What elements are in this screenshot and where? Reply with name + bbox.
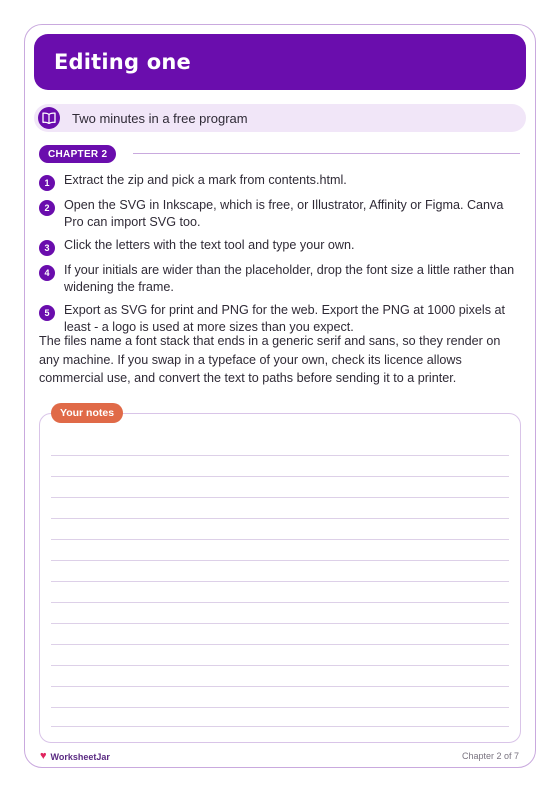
- step-text: Click the letters with the text tool and type your own.: [64, 238, 355, 252]
- step-number: 3: [39, 240, 55, 256]
- step-number: 2: [39, 200, 55, 216]
- book-icon: [38, 107, 60, 129]
- heart-icon: ♥: [40, 750, 47, 762]
- footer-brand: [40, 751, 110, 762]
- note-line: [51, 581, 509, 582]
- chapter-badge: CHAPTER 2: [39, 145, 116, 163]
- note-line: [51, 455, 509, 456]
- step-item: [39, 302, 523, 336]
- note-line: [51, 518, 509, 519]
- body-paragraph: The files name a font stack that ends in a generic serif and sans, so they render on any machine. If you swap in a typeface of your own, check its licence allows commercial use, and convert the text to paths before sending it to a printer.: [39, 334, 501, 385]
- step-number: 4: [39, 265, 55, 281]
- page-title: Editing one: [54, 50, 191, 74]
- step-item: [39, 197, 523, 231]
- note-line: [51, 539, 509, 540]
- note-line: [51, 665, 509, 666]
- title-banner: [34, 34, 526, 90]
- notes-label: Your notes: [51, 403, 123, 423]
- step-item: [39, 172, 523, 191]
- step-text: Extract the zip and pick a mark from contents.html.: [64, 173, 347, 187]
- note-line: [51, 623, 509, 624]
- note-line: [51, 726, 509, 727]
- page-indicator: Chapter 2 of 7: [461, 751, 519, 761]
- note-line: [51, 497, 509, 498]
- brand-name: WorksheetJar: [50, 751, 110, 762]
- steps-list: [39, 172, 523, 342]
- note-line: [51, 644, 509, 645]
- note-line: [51, 602, 509, 603]
- chapter-divider: [133, 153, 520, 154]
- note-line: [51, 476, 509, 477]
- note-line: [51, 686, 509, 687]
- note-line: [51, 707, 509, 708]
- subtitle-bar: [34, 104, 526, 132]
- notes-area[interactable]: [39, 413, 521, 743]
- step-item: [39, 262, 523, 296]
- step-text: Export as SVG for print and PNG for the web. Export the PNG at 1000 pixels at least - a logo is used at more sizes than you expect.: [64, 303, 505, 334]
- step-number: 1: [39, 175, 55, 191]
- note-line: [51, 560, 509, 561]
- step-text: Open the SVG in Inkscape, which is free, or Illustrator, Affinity or Figma. Canva Pro can import SVG too.: [64, 198, 504, 229]
- step-number: 5: [39, 305, 55, 321]
- step-item: [39, 237, 523, 256]
- subtitle-text: Two minutes in a free program: [72, 110, 248, 126]
- step-text: If your initials are wider than the placeholder, drop the font size a little rather than widening the frame.: [64, 263, 515, 294]
